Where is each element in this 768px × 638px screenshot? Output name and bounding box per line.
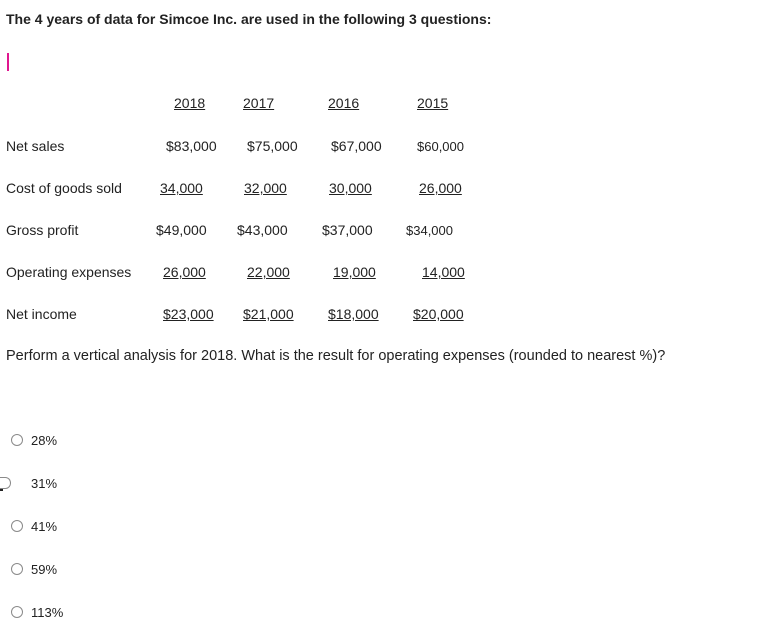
radio-button[interactable]: [0, 477, 11, 489]
intro-text: The 4 years of data for Simcoe Inc. are used in the following 3 questions:: [6, 11, 492, 27]
radio-button[interactable]: [11, 520, 23, 532]
cell: $18,000: [328, 306, 379, 322]
cell: 22,000: [247, 264, 290, 280]
cell: 34,000: [160, 180, 203, 196]
option-113[interactable]: [11, 604, 63, 620]
option-41[interactable]: [11, 518, 57, 534]
row-label-net-sales: Net sales: [6, 138, 65, 154]
option-label: 59%: [31, 561, 58, 577]
radio-button[interactable]: [11, 434, 23, 446]
radio-button[interactable]: [11, 606, 23, 618]
year-header-2015: 2015: [417, 95, 449, 111]
cell: $20,000: [413, 306, 464, 322]
option-59[interactable]: [11, 561, 57, 577]
row-label-operating-expenses: Operating expenses: [6, 264, 132, 280]
cell: $23,000: [163, 306, 214, 322]
row-label-net-income: Net income: [6, 306, 77, 322]
cell: $83,000: [166, 138, 217, 154]
option-label: 31%: [31, 475, 58, 491]
cell: 19,000: [333, 264, 376, 280]
cell: 26,000: [163, 264, 206, 280]
cell: $21,000: [243, 306, 294, 322]
row-label-gross-profit: Gross profit: [6, 222, 79, 238]
year-header-2018: 2018: [174, 95, 206, 111]
year-header-2016: 2016: [328, 95, 360, 111]
cell: $49,000: [156, 222, 207, 238]
year-header-2017: 2017: [243, 95, 275, 111]
cell: $43,000: [237, 222, 288, 238]
row-label-cost-of-goods-sold: Cost of goods sold: [6, 180, 122, 196]
radio-button[interactable]: [11, 563, 23, 575]
option-label: 41%: [31, 518, 58, 534]
cell: 26,000: [419, 180, 462, 196]
cell: 30,000: [329, 180, 372, 196]
text-cursor: [7, 53, 9, 71]
option-31[interactable]: [0, 475, 57, 491]
cell: $67,000: [331, 138, 382, 154]
cell: $37,000: [322, 222, 373, 238]
question-text: Perform a vertical analysis for 2018. What is the result for operating expenses (rounded to nearest %)?: [6, 348, 666, 364]
option-label: 28%: [31, 432, 58, 448]
cell: $75,000: [247, 138, 298, 154]
option-28[interactable]: [11, 432, 57, 448]
option-label: 113%: [31, 604, 64, 620]
cell: $34,000: [406, 223, 453, 238]
cell: 14,000: [422, 264, 465, 280]
cell: $60,000: [417, 139, 464, 154]
cell: 32,000: [244, 180, 287, 196]
